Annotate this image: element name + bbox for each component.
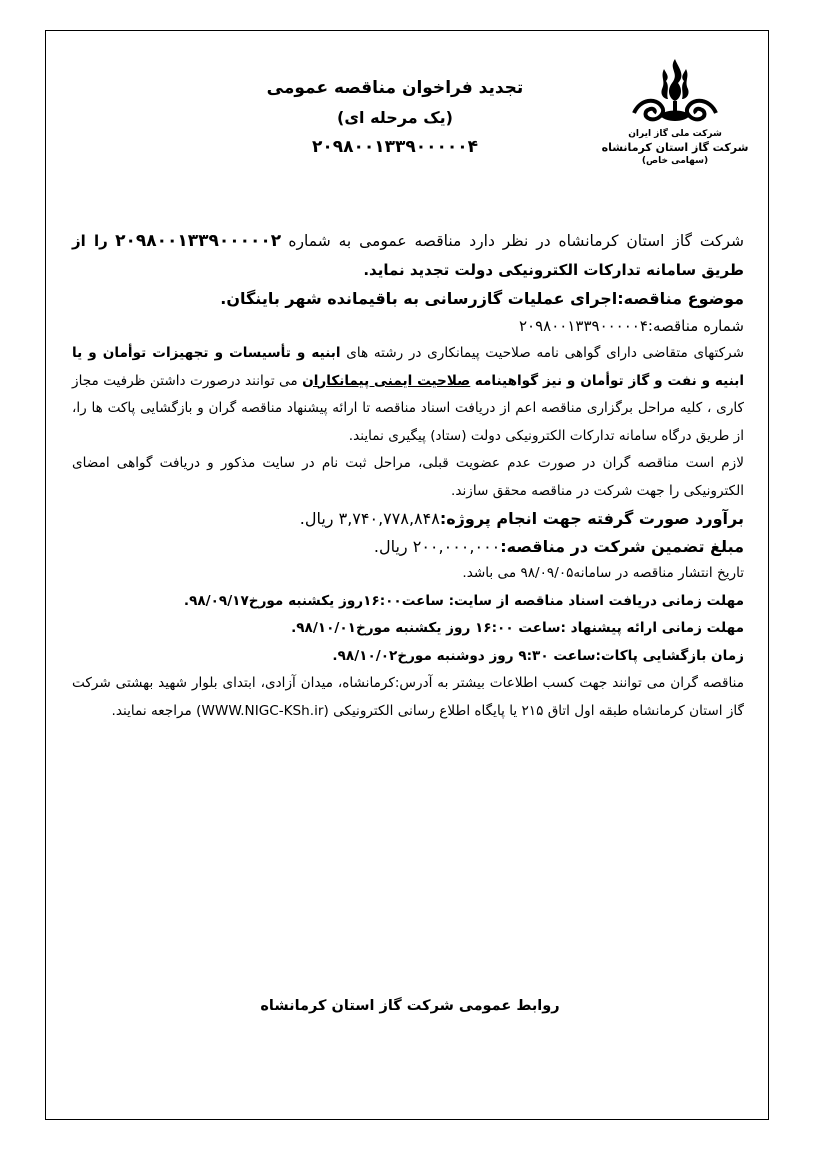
tender-number: ۲۰۹۸۰۰۱۳۳۹۰۰۰۰۰۴ (311, 137, 478, 157)
guarantee-label: مبلغ تضمین شرکت در مناقصه: (500, 536, 744, 556)
footer-signature: روابط عمومی شرکت گاز استان کرمانشاه (260, 998, 560, 1014)
title-block (250, 78, 540, 157)
contact-paragraph: مناقصه گران می توانند جهت کسب اطلاعات بیشتر به آدرس:کرمانشاه، میدان آزادی، ابتدای بلوار شهید بهشتی شرکت گاز استان کرمانشاه طبقه اول اتاق ۲۱۵ یا پایگاه اطلاع رسانی الکترونیکی (WWW.NIGC-KSh.ir) مراجعه نمایند. (72, 675, 744, 719)
header (0, 0, 817, 200)
eligibility-text: شرکتهای متقاضی دارای گواهی نامه صلاحیت پیمانکاری در رشته های (346, 345, 744, 361)
page-title: تجدید فراخوان مناقصه عمومی (266, 78, 524, 98)
company-logo (585, 55, 765, 166)
estimate-line (72, 505, 744, 533)
safety-certificate: صلاحیت ایمنی پیمانکاران (302, 372, 471, 389)
intro-text-end: را از طریق سامانه تدارکات الکترونیکی دولت تجدید نماید. (72, 232, 744, 279)
tender-number-line: شماره مناقصه:۲۰۹۸۰۰۱۳۳۹۰۰۰۰۰۴ (519, 316, 744, 335)
logo-text-type: (سهامی خاص) (641, 156, 709, 166)
notice-body (72, 228, 744, 725)
registration-paragraph: لازم است مناقصه گران در صورت عدم عضویت قبلی، مراحل ثبت نام در سایت مذکور و دریافت گواهی امضای الکترونیکی را جهت شرکت در مناقصه محقق سازند. (72, 455, 744, 499)
offer-deadline-line: مهلت زمانی ارائه پیشنهاد :ساعت ۱۶:۰۰ روز یکشنبه مورخ۹۸/۱۰/۰۱. (291, 620, 744, 636)
opening-time-line: زمان بازگشایی پاکات:ساعت ۹:۳۰ روز دوشنبه مورخ۹۸/۱۰/۰۲. (332, 647, 744, 664)
docs-deadline-line: مهلت زمانی دریافت اسناد مناقصه از سایت: ساعت۱۶:۰۰روز یکشنبه مورخ۹۸/۰۹/۱۷. (183, 592, 744, 609)
eligibility-paragraph (72, 340, 744, 450)
guarantee-value: ۲۰۰,۰۰۰,۰۰۰ ریال. (373, 536, 501, 556)
publish-date-line: تاریخ انتشار مناقصه در سامانه۹۸/۰۹/۰۵ می باشد. (462, 565, 744, 581)
estimate-value: ۳,۷۴۰,۷۷۸,۸۴۸ ریال. (299, 509, 440, 528)
subject-line: موضوع مناقصه:اجرای عملیات گازرسانی به باقیمانده شهر باینگان. (220, 289, 744, 308)
intro-text: شرکت گاز استان کرمانشاه در نظر دارد مناقصه عمومی به شماره (288, 232, 745, 250)
eligibility-procedure: می توانند درصورت داشتن ظرفیت مجاز کاری ، کلیه مراحل برگزاری مناقصه اعم از دریافت اسناد مناقصه تا ارائه پیشنهاد مناقصه گران و بازگشایی پاکت ها را، از طریق درگاه سامانه تدارکات الکترونیکی دولت (ستاد) پیگیری نمایند. (72, 372, 744, 444)
logo-text-company: شرکت گاز استان کرمانشاه (601, 141, 749, 154)
guarantee-line (72, 533, 744, 561)
nigc-flame-logo-icon (620, 55, 730, 127)
old-tender-number: ۲۰۹۸۰۰۱۳۳۹۰۰۰۰۰۲ (115, 231, 282, 251)
page-subtitle: (یک مرحله ای) (337, 108, 453, 127)
estimate-label: برآورد صورت گرفته جهت انجام پروژه: (439, 509, 744, 528)
eligibility-fields: ابنیه و تأسیسات و تجهیزات توأمان و یا ابنیه و نفت و گاز توأمان و نیز گواهینامه (72, 345, 745, 389)
logo-text-nigc: شرکت ملی گاز ایران (628, 129, 722, 139)
intro-paragraph (72, 228, 744, 285)
